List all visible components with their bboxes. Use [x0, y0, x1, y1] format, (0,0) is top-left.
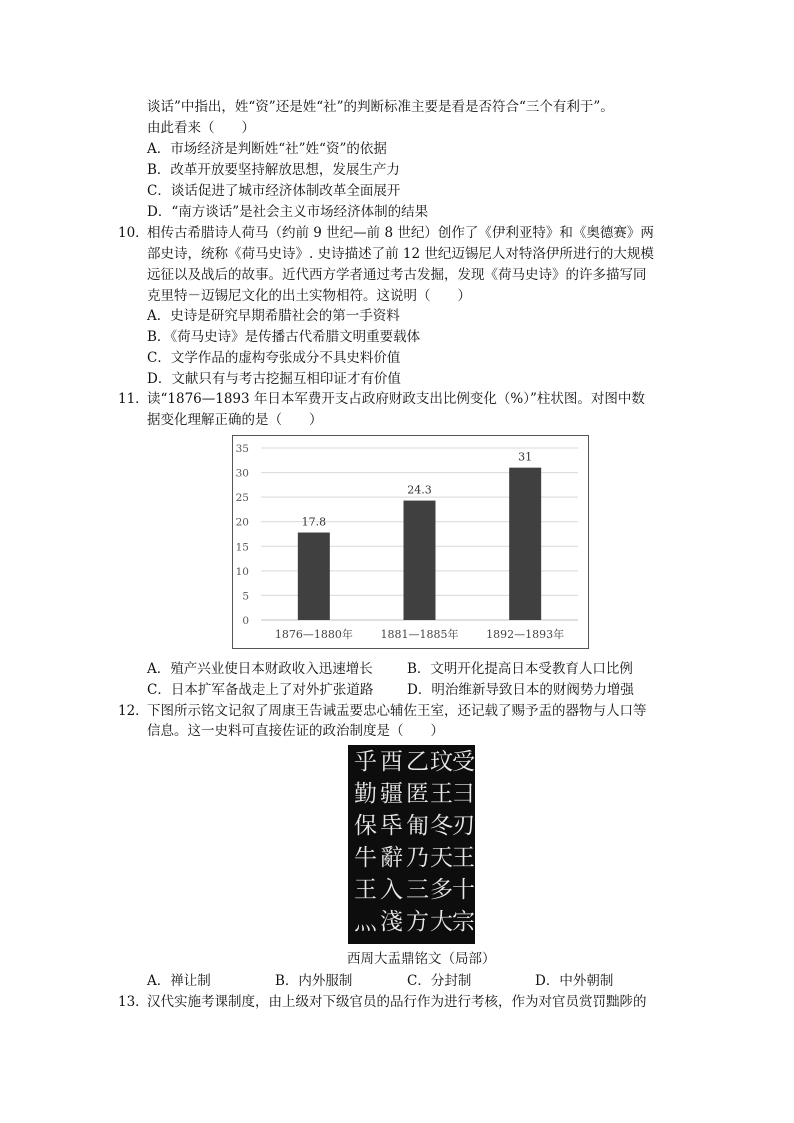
q12-option-c: C．分封制 [407, 973, 472, 989]
q9-option-c: C．谈话促进了城市经济体制改革全面展开 [147, 183, 401, 199]
q12-option-a: A．禅让制 [147, 973, 211, 989]
q9-option-b: B．改革开放要坚持解放思想，发展生产力 [147, 162, 400, 178]
data-label: 24.3 [407, 483, 432, 497]
q11-text-line-2: 据变化理解正确的是（ ） [147, 412, 323, 428]
q11-text-line-1: 读“1876—1893 年日本军费开支占政府财政支出比例变化（%）”柱状图。对图中数 [147, 391, 645, 407]
y-tick-label: 10 [235, 565, 249, 578]
q9-text-line-1: 谈话”中指出，姓“资”还是姓“社”的判断标准主要是看是否符合“三个有利于”。 [147, 99, 614, 115]
y-tick-label: 20 [235, 516, 249, 529]
q10-text-line-3: 远征以及战后的故事。近代西方学者通过考古发掘，发现《荷马史诗》的许多描写同 [147, 267, 647, 283]
q11-number: 11． [118, 391, 149, 407]
q12-number: 12． [118, 703, 149, 719]
q11-option-b: B．文明开化提高日本受教育人口比例 [407, 661, 633, 677]
y-tick-label: 30 [235, 467, 249, 480]
q10-option-d: D．文献只有与考古挖掘互相印证才有价值 [147, 371, 401, 387]
y-tick-label: 25 [235, 492, 249, 505]
y-tick-label: 35 [235, 443, 249, 455]
data-label: 31 [518, 450, 533, 464]
bar [404, 501, 436, 620]
q13-text-line-1: 汉代实施考课制度，由上级对下级官员的品行作为进行考核，作为对官员赏罚黜陟的 [147, 994, 647, 1010]
bar [509, 468, 541, 620]
q9-option-a: A．市场经济是判断姓“社”姓“资”的依据 [147, 141, 387, 157]
q13-number: 13． [118, 994, 149, 1010]
q12-option-b: B．内外服制 [275, 973, 353, 989]
q11-option-d: D．明治维新导致日本的财阀势力增强 [407, 682, 634, 698]
q10-text-line-1: 相传古希腊诗人荷马（约前 9 世纪—前 8 世纪）创作了《伊利亚特》和《奥德赛》两 [147, 225, 654, 241]
y-tick-label: 5 [242, 590, 249, 603]
q9-option-d: D．“南方谈话”是社会主义市场经济体制的结果 [147, 204, 429, 220]
q10-text-line-4: 克里特－迈锡尼文化的出土实物相符。这说明（ ） [147, 288, 471, 304]
q12-text-line-2: 信息。这一史料可直接佐证的政治制度是（ ） [147, 723, 444, 739]
q10-option-b: B．《荷马史诗》是传播古代希腊文明重要载体 [147, 329, 421, 345]
y-tick-label: 15 [235, 541, 249, 554]
y-tick-label: 0 [242, 615, 249, 627]
q10-number: 10． [118, 225, 149, 241]
x-tick-label: 1876—1880年 [274, 628, 353, 641]
x-tick-label: 1892—1893年 [486, 628, 565, 641]
q9-text-line-2: 由此看来（ ） [147, 120, 255, 136]
figure-caption: 西周大盂鼎铭文（局部） [347, 951, 496, 967]
x-tick-label: 1881—1885年 [380, 628, 459, 641]
bronze-inscription-rubbing-image: 乎 酉 乙 玟 受 勤 疆 匿 王 彐 保 氒 匍 冬 刃 牛 辭 乃 天 王 王 入 三 多 十 灬 淺 方 大 宗 [348, 745, 475, 944]
q11-option-a: A．殖产兴业使日本财政收入迅速增长 [147, 661, 373, 677]
q12-option-d: D．中外朝制 [535, 973, 614, 989]
q10-option-c: C．文学作品的虚构夸张成分不具史料价值 [147, 350, 401, 366]
military-spending-chart [232, 435, 589, 649]
bar-chart-svg [233, 436, 588, 648]
q11-option-c: C．日本扩军备战走上了对外扩张道路 [147, 682, 374, 698]
bar [298, 533, 330, 620]
q10-text-line-2: 部史诗，统称《荷马史诗》. 史诗描述了前 12 世纪迈锡尼人对特洛伊所进行的大规模 [147, 246, 654, 262]
q10-option-a: A．史诗是研究早期希腊社会的第一手资料 [147, 308, 400, 324]
q12-text-line-1: 下图所示铭文记叙了周康王告诫盂要忠心辅佐王室，还记载了赐予盂的器物与人口等 [147, 703, 647, 719]
data-label: 17.8 [301, 515, 327, 529]
